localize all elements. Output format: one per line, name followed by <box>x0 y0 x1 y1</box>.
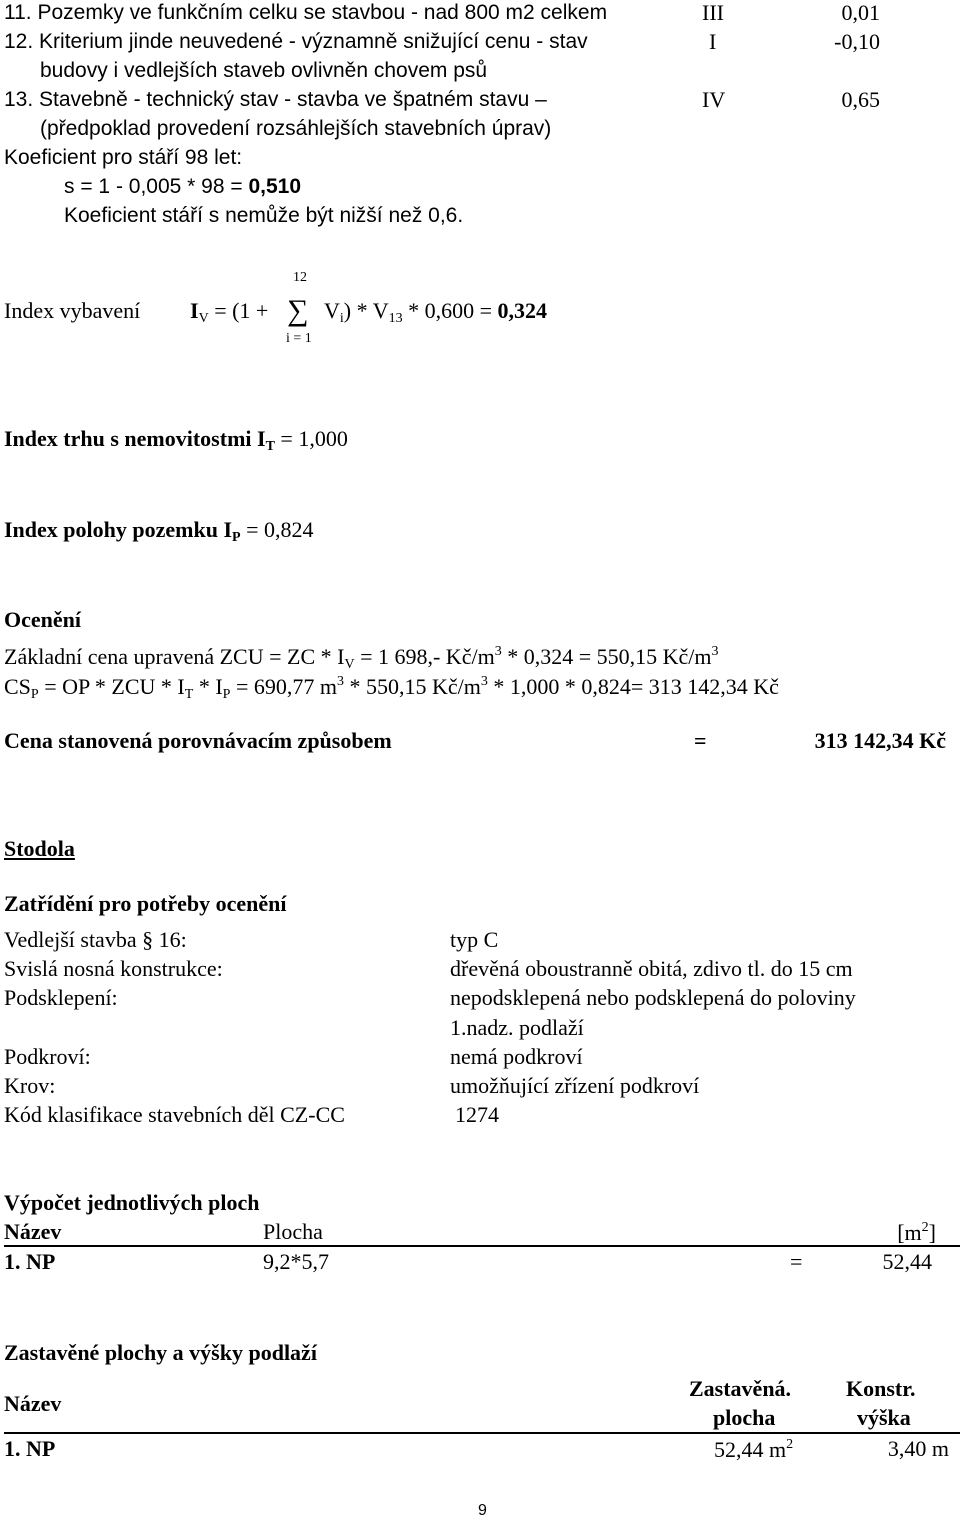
iv-result: 0,324 <box>497 298 548 323</box>
csp-line: $CS_P$ = OP * ZCU * $I_T * I_P = 690,77$ $m^3 * 550,15$ $Kč/m^3 * 1,000 * 0,824= 313$ 142,34 Kč <box>4 674 779 702</box>
class-label-6: Kód klasifikace stavebních děl CZ-CC <box>4 1102 345 1127</box>
built-row-name: 1. NP <box>4 1436 56 1461</box>
class-value-3-cont: 1.nadz. podlaží <box>450 1015 584 1040</box>
built-row-area: 52,44 $m^2$ <box>714 1437 794 1462</box>
class-label-2: Svislá nosná konstrukce: <box>4 956 223 981</box>
built-col-area-1: Zastavěná. <box>689 1376 792 1401</box>
areas-col-area: Plocha <box>263 1219 323 1244</box>
age-label: Koeficient pro stáří 98 let: <box>4 146 243 169</box>
class-value-3: nepodsklepená nebo podsklepená do poloviny <box>450 985 856 1010</box>
price-value: 313 142,34 Kč <box>814 728 946 753</box>
iv-formula-left: $I_V = (1$ + <box>190 298 269 326</box>
built-col-height-1: Konstr. <box>846 1376 916 1401</box>
criterion-11-value: 0,01 <box>841 0 880 25</box>
built-row-height: 3,40 m <box>887 1436 949 1461</box>
iv-label: Index vybavení <box>4 298 141 323</box>
class-label-1: Vedlejší stavba § 16: <box>4 927 187 952</box>
iv-sum-top: 12 <box>293 270 307 285</box>
sigma-icon: ∑ <box>287 294 309 327</box>
areas-row-name: 1. NP <box>4 1249 56 1274</box>
areas-row-equals: = <box>790 1249 803 1274</box>
areas-row-value: 52,44 <box>882 1249 932 1274</box>
built-col-name: Název <box>4 1391 62 1416</box>
built-header-rule <box>4 1432 960 1434</box>
built-col-area-2: plocha <box>713 1405 776 1430</box>
criterion-12-value: -0,10 <box>834 29 880 54</box>
class-value-5: umožňující zřízení podkroví <box>450 1073 700 1098</box>
price-label: Cena stanovená porovnávacím způsobem <box>4 728 392 753</box>
age-result: 0,510 <box>248 175 302 198</box>
index-location: Index polohy pozemku $I_P = 0,824$ <box>4 517 314 545</box>
stodola-title: Stodola <box>4 836 75 861</box>
class-value-2: dřevěná oboustranně obitá, zdivo tl. do 15 cm <box>450 956 853 981</box>
criterion-13-text-cont: (předpoklad provedení rozsáhlejších stavebních úprav) <box>40 117 552 140</box>
age-formula: s = 1 - 0,005 * 98 = 0,510 <box>64 175 302 198</box>
built-heading: Zastavěné plochy a výšky podlaží <box>4 1340 317 1365</box>
iv-sum-bottom: i = 1 <box>286 331 312 346</box>
index-market: Index trhu s nemovitostmi $I_T = 1,000$ <box>4 426 348 454</box>
class-label-3: Podsklepení: <box>4 985 118 1010</box>
price-equals: = <box>694 728 707 753</box>
iv-formula-right: $V_i) * V_{13} * 0,600 = 0,324$ <box>324 298 548 326</box>
areas-row-formula: 9,2*5,7 <box>263 1249 329 1274</box>
areas-col-name: Název <box>4 1219 62 1244</box>
criterion-11-category: III <box>702 0 724 25</box>
criterion-11-text: 11. Pozemky ve funkčním celku se stavbou - nad 800 m2 celkem <box>4 1 608 24</box>
age-note: Koeficient stáří s nemůže být nižší než 0,6. <box>64 204 464 227</box>
criterion-13-category: IV <box>702 87 726 112</box>
criterion-13-value: 0,65 <box>841 87 880 112</box>
built-col-height-2: výška <box>857 1405 911 1430</box>
zcu-line: Základní cena upravená ZCU = ZC * $I_V = 1$ 698,- $Kč/m^3 * 0,324 = 550,15$ $Kč/m^3$ <box>4 644 719 672</box>
criterion-12-text-cont: budovy i vedlejších staveb ovlivněn chovem psů <box>40 59 488 82</box>
class-label-4: Podkroví: <box>4 1044 91 1069</box>
criterion-12-text: 12. Kriterium jinde neuvedené - významně snižující cenu - stav <box>4 30 588 53</box>
areas-header-rule <box>4 1245 960 1247</box>
class-value-1: typ C <box>450 927 499 952</box>
criterion-13-text: 13. Stavebně - technický stav - stavba ve špatném stavu – <box>4 88 547 111</box>
page-number: 9 <box>478 1502 487 1519</box>
class-value-6: 1274 <box>455 1102 499 1127</box>
criterion-12-category: I <box>709 29 717 54</box>
class-value-4: nemá podkroví <box>450 1044 583 1069</box>
valuation-heading: Ocenění <box>4 607 81 632</box>
areas-col-unit: $[m^2]$ <box>897 1220 936 1245</box>
areas-heading: Výpočet jednotlivých ploch <box>4 1190 260 1215</box>
class-label-5: Krov: <box>4 1073 56 1098</box>
classification-heading: Zatřídění pro potřeby ocenění <box>4 891 287 916</box>
